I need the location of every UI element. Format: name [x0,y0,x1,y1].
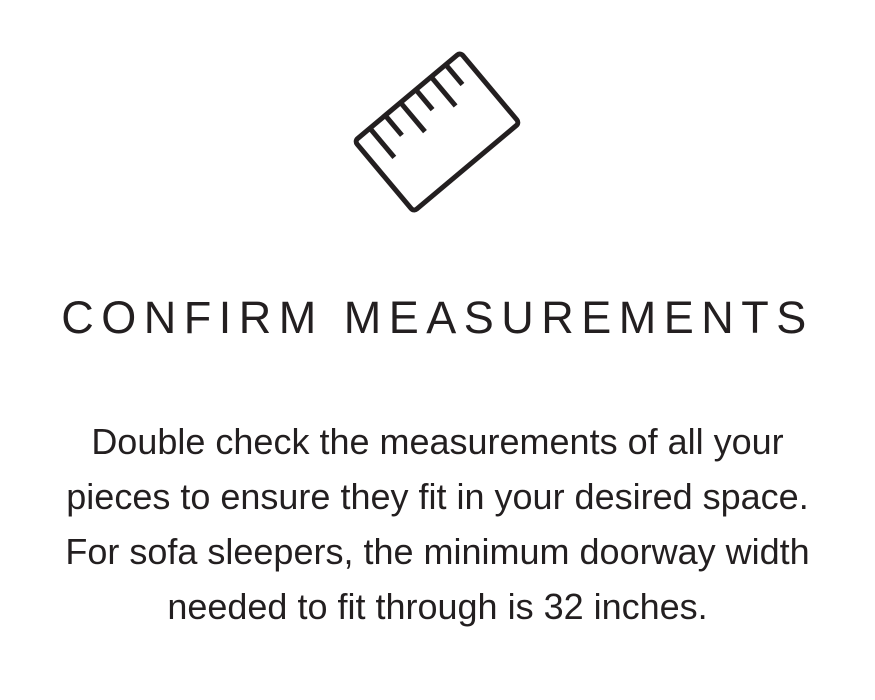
page-title: CONFIRM MEASUREMENTS [61,292,814,343]
description-text: Double check the measurements of all your pieces to ensure they fit in your desired space. For sofa sleepers, the minimum doorway width needed to fit through is 32 inches. [65,421,810,627]
ruler-icon [318,32,558,232]
